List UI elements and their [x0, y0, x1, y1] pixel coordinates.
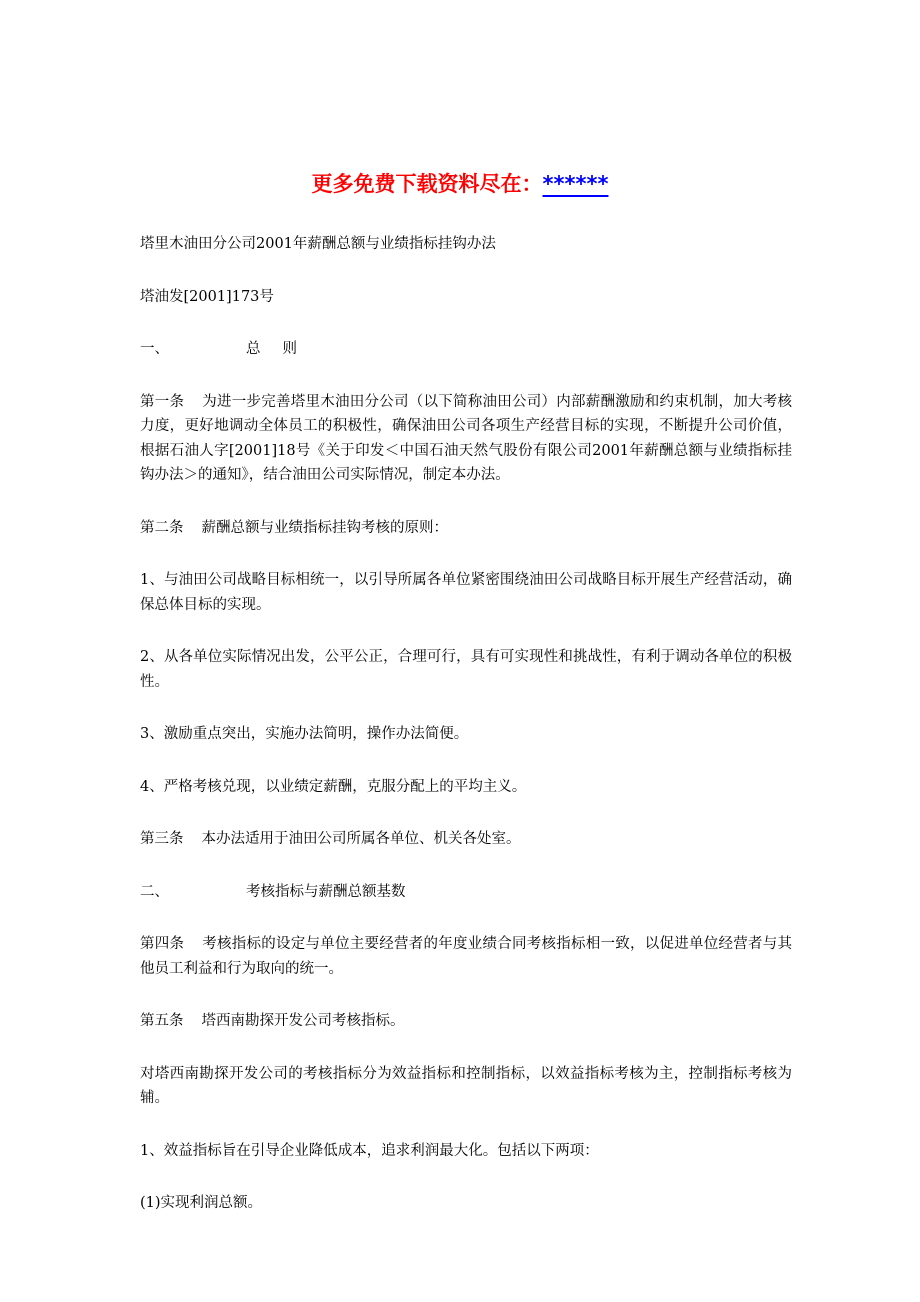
- article-5: [140, 1009, 792, 1034]
- principle-item: 2、从各单位实际情况出发，公平公正，合理可行，具有可实现性和挑战性，有利于调动各单位的积极性。: [140, 649, 792, 690]
- section-title-char-2: 则: [282, 341, 297, 357]
- article-4: [140, 932, 792, 981]
- principle-item: 4、严格考核兑现，以业绩定薪酬，克服分配上的平均主义。: [140, 778, 527, 795]
- document-body: [140, 232, 792, 1244]
- principle-item: 3、激励重点突出，实施办法简明，操作办法简便。: [140, 726, 469, 742]
- document-number: 塔油发[2001]173号: [140, 288, 274, 305]
- indicator-sub-item: (1)实现利润总额。: [140, 1195, 263, 1211]
- article-1: [140, 390, 792, 488]
- banner-text: 更多免费下载资料尽在：: [311, 172, 543, 196]
- principle-item: 1、与油田公司战略目标相统一，以引导所属各单位紧密围绕油田公司战略目标开展生产经营活动，确保总体目标的实现。: [140, 572, 792, 613]
- section-number: 一、: [140, 341, 169, 357]
- article-label: 第三条: [140, 831, 184, 847]
- section-heading-1: [140, 337, 792, 362]
- indicator-item: 1、效益指标旨在引导企业降低成本，追求利润最大化。包括以下两项：: [140, 1142, 599, 1159]
- article-label: 第四条: [140, 936, 185, 952]
- section-title: 考核指标与薪酬总额基数: [246, 883, 406, 900]
- article-2: [140, 516, 792, 541]
- indicator-description: 对塔西南勘探开发公司的考核指标分为效益指标和控制指标，以效益指标考核为主，控制指标考核为辅。: [140, 1065, 792, 1106]
- banner-link[interactable]: ******: [542, 172, 609, 196]
- article-text: 为进一步完善塔里木油田分公司（以下简称油田公司）内部薪酬激励和约束机制，加大考核力度，更好地调动全体员工的积极性，确保油田公司各项生产经营目标的实现，不断提升公司价值，根据石油人字[2001]18号《关于印发＜中国石油天然气股份有限公司2001年薪酬总额与业绩指标挂钩办法＞的通知》，结合油田公司实际情况，制定本办法。: [140, 393, 792, 483]
- article-label: 第五条: [140, 1013, 184, 1029]
- article-label: 第一条: [140, 393, 185, 410]
- section-title-char-1: 总: [246, 341, 261, 357]
- section-heading-2: [140, 880, 792, 905]
- article-text: 考核指标的设定与单位主要经营者的年度业绩合同考核指标相一致，以促进单位经营者与其他员工利益和行为取向的统一。: [140, 936, 792, 977]
- article-text: 本办法适用于油田公司所属各单位、机关各处室。: [201, 831, 521, 847]
- document-title: 塔里木油田分公司2001年薪酬总额与业绩指标挂钩办法: [140, 236, 496, 252]
- article-text: 塔西南勘探开发公司考核指标。: [201, 1013, 405, 1029]
- article-text: 薪酬总额与业绩指标挂钩考核的原则：: [201, 519, 448, 536]
- article-3: [140, 827, 792, 852]
- article-label: 第二条: [140, 519, 184, 536]
- section-number: 二、: [140, 883, 169, 900]
- download-banner: [0, 168, 920, 200]
